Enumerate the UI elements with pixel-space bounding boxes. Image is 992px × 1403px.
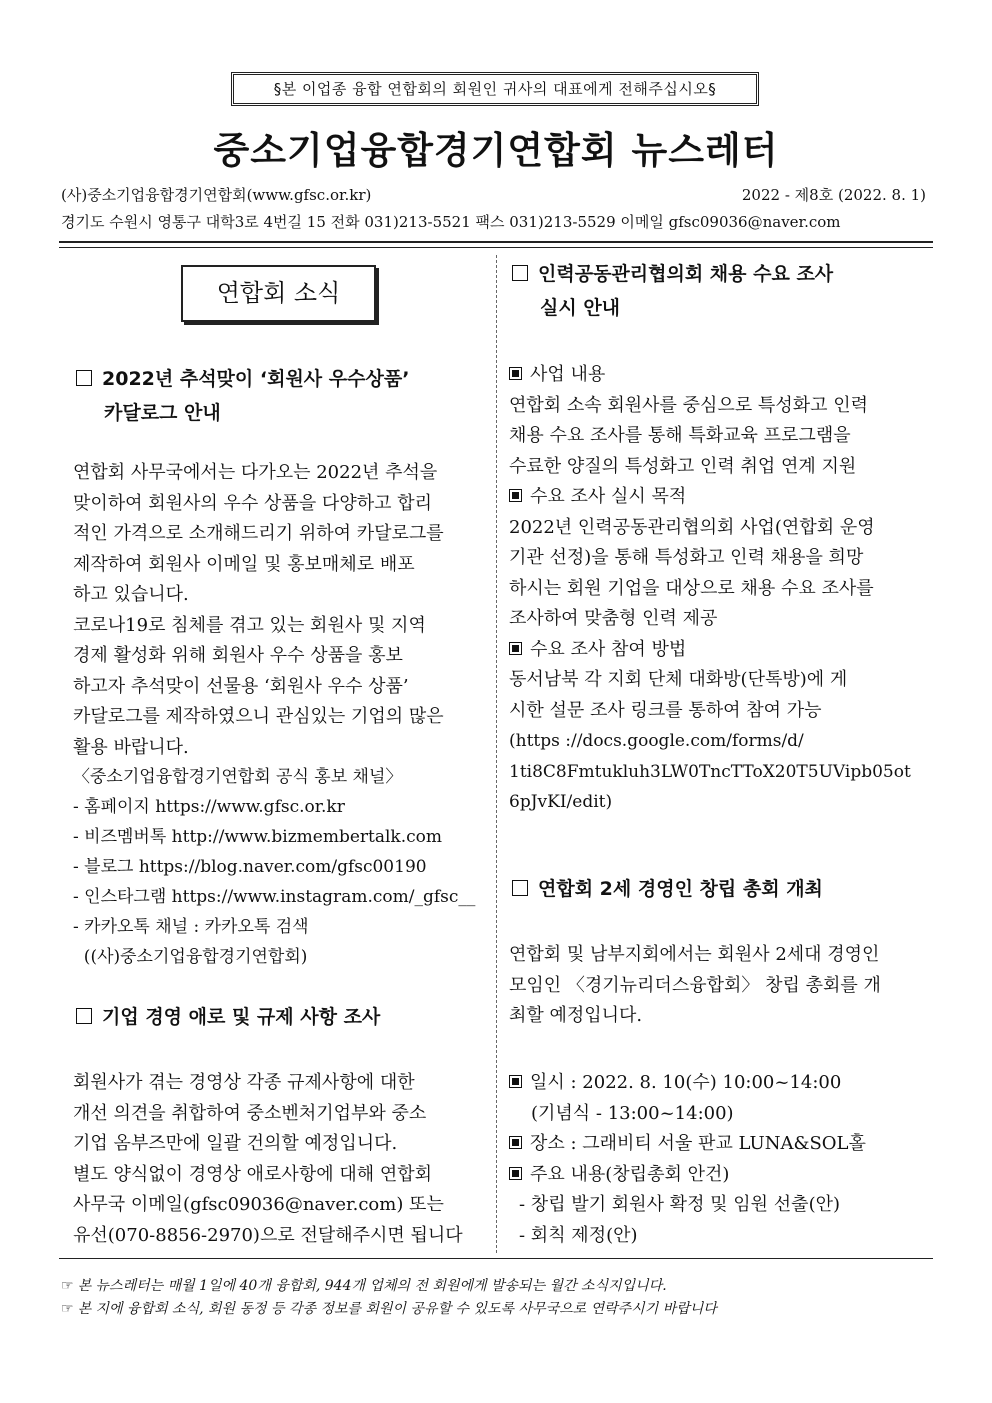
footer-note-2: ☞ 본 지에 융합회 소식, 회원 동정 등 각종 정보를 회원이 공유할 수 있도록 사무국으로 연락주시기 바랍니다 xyxy=(61,1301,717,1317)
checkbox-icon xyxy=(512,880,528,896)
issue-number: 2022 - 제8호 (2022. 8. 1) xyxy=(741,186,926,204)
event-agenda: 주요 내용(창립총회 안건) xyxy=(530,1163,730,1185)
channel-kakao-name: ((사)중소기업융합경기연합회) xyxy=(73,947,308,967)
article3-body: 사업 내용 연합회 소속 회원사를 중심으로 특성화고 인력 채용 수요 조사를 통해 특화교육 프로그램을 수료한 양질의 특성화고 인력 취업 연계 지원 수요 조사 실시 목적 2022년 인력공동관리협의회 사업(연합회 운영 기관 선정)을 통해 특성화고 인력 채용을 희망 하시는 회원 기업을 대상으로 채용 수요 조사를 조사하여 맞춤형 인력 제공 수요 조사 참여 방법 동서남북 각 지회 단체 대화방(단톡방)에 게 시한 설문 조사 링크를 통하여 참여 가능 (https ://docs.google.com/forms/d/ 1ti8C8Fmtukluh3LW0TncTToX20T5UVipb05ot 6pJvKI/edit) xyxy=(509,360,931,818)
filled-square-icon xyxy=(509,489,522,502)
footer-note-1: ☞ 본 뉴스레터는 매월 1일에 40개 융합회, 944개 업체의 전 회원에게 발송되는 월간 소식지입니다. xyxy=(61,1278,667,1294)
header-divider xyxy=(59,241,933,243)
section-title-box: 연합회 소식 xyxy=(181,265,376,322)
channel-blog: - 블로그 https://blog.naver.com/gfsc00190 xyxy=(73,857,427,877)
survey-link-line1: (https ://docs.google.com/forms/d/ xyxy=(509,731,804,751)
filled-square-icon xyxy=(509,367,522,380)
article4-heading: 연합회 2세 경영인 창립 총회 개최 xyxy=(512,872,823,906)
channel-homepage: - 홈페이지 https://www.gfsc.or.kr xyxy=(73,797,345,817)
agenda-item: - 회칙 제정(안) xyxy=(519,1224,638,1246)
channel-kakao: - 카카오톡 채널 : 카카오톡 검색 xyxy=(73,917,309,937)
article2-body: 회원사가 겪는 경영상 각종 규제사항에 대한 개선 의견을 취합하여 중소벤처기업부와 중소 기업 옴부즈만에 일괄 건의할 예정입니다. 별도 양식없이 경영상 애로사항에 대해 연합회 사무국 이메일(gfsc09036@naver.com) 또는 유선(070-8856-2970)으로 전달해주시면 됩니다 xyxy=(73,1072,463,1246)
article1-heading: 2022년 추석맞이 ‘회원사 우수상품’ 카달로그 안내 xyxy=(76,362,409,430)
article3-heading: 인력공동관리협의회 채용 수요 조사 실시 안내 xyxy=(512,257,833,325)
header-divider-thin xyxy=(59,247,933,248)
agenda-item: - 창립 발기 회원사 확정 및 임원 선출(안) xyxy=(519,1194,840,1215)
event-date: 일시 : 2022. 8. 10(수) 10:00~14:00 xyxy=(530,1072,842,1093)
survey-link-line3: 6pJvKI/edit) xyxy=(509,792,613,812)
contact-address: 경기도 수원시 영통구 대학3로 4번길 15 전화 031)213-5521 팩스 031)213-5529 이메일 gfsc09036@naver.com xyxy=(61,213,841,231)
checkbox-icon xyxy=(76,1008,92,1024)
survey-link-line2: 1ti8C8Fmtukluh3LW0TncTToX20T5UVipb05ot xyxy=(509,761,911,782)
promo-channels xyxy=(73,762,475,972)
delivery-notice: §본 이업종 융합 연합회의 회원인 귀사의 대표에게 전해주십시오§ xyxy=(231,72,759,106)
publisher: (사)중소기업융합경기연합회(www.gfsc.or.kr) xyxy=(61,186,372,204)
newsletter-title: 중소기업융합경기연합회 뉴스레터 xyxy=(213,129,779,172)
checkbox-icon xyxy=(76,370,92,386)
event-place: 장소 : 그래비티 서울 판교 LUNA&SOL홀 xyxy=(530,1133,866,1154)
channels-title: 〈중소기업융합경기연합회 공식 홍보 채널〉 xyxy=(73,767,403,787)
filled-square-icon xyxy=(509,1136,522,1149)
checkbox-icon xyxy=(512,265,528,281)
pointing-hand-icon: ☞ xyxy=(61,1301,74,1317)
channel-instagram: - 인스타그램 https://www.instagram.com/_gfsc__ xyxy=(73,887,476,907)
filled-square-icon xyxy=(509,1167,522,1180)
channel-bizmembertalk: - 비즈멤버톡 http://www.bizmembertalk.com xyxy=(73,827,443,847)
column-divider xyxy=(496,255,497,1253)
event-ceremony: (기념식 - 13:00~14:00) xyxy=(531,1102,734,1124)
filled-square-icon xyxy=(509,1075,522,1088)
event-details xyxy=(509,1068,931,1251)
pointing-hand-icon: ☞ xyxy=(61,1278,74,1294)
filled-square-icon xyxy=(509,642,522,655)
article4-body: 연합회 및 남부지회에서는 회원사 2세대 경영인 모임인 〈경기뉴리더스융합회〉 창립 총회를 개 최할 예정입니다. xyxy=(509,944,881,1026)
footer-divider xyxy=(59,1258,933,1259)
article2-heading: 기업 경영 애로 및 규제 사항 조사 xyxy=(76,1000,380,1034)
article1-body: 연합회 사무국에서는 다가오는 2022년 추석을 맞이하여 회원사의 우수 상품을 다양하고 합리 적인 가격으로 소개해드리기 위하여 카달로그를 제작하여 회원사 이메일 및 홍보매체로 배포 하고 있습니다. 코로나19로 침체를 겪고 있는 회원사 및 지역 경제 활성화 위해 회원사 우수 상품을 홍보 하고자 추석맞이 선물용 ‘회원사 우수 상품’ 카달로그를 제작하였으니 관심있는 기업의 많은 활용 바랍니다. xyxy=(73,462,444,758)
